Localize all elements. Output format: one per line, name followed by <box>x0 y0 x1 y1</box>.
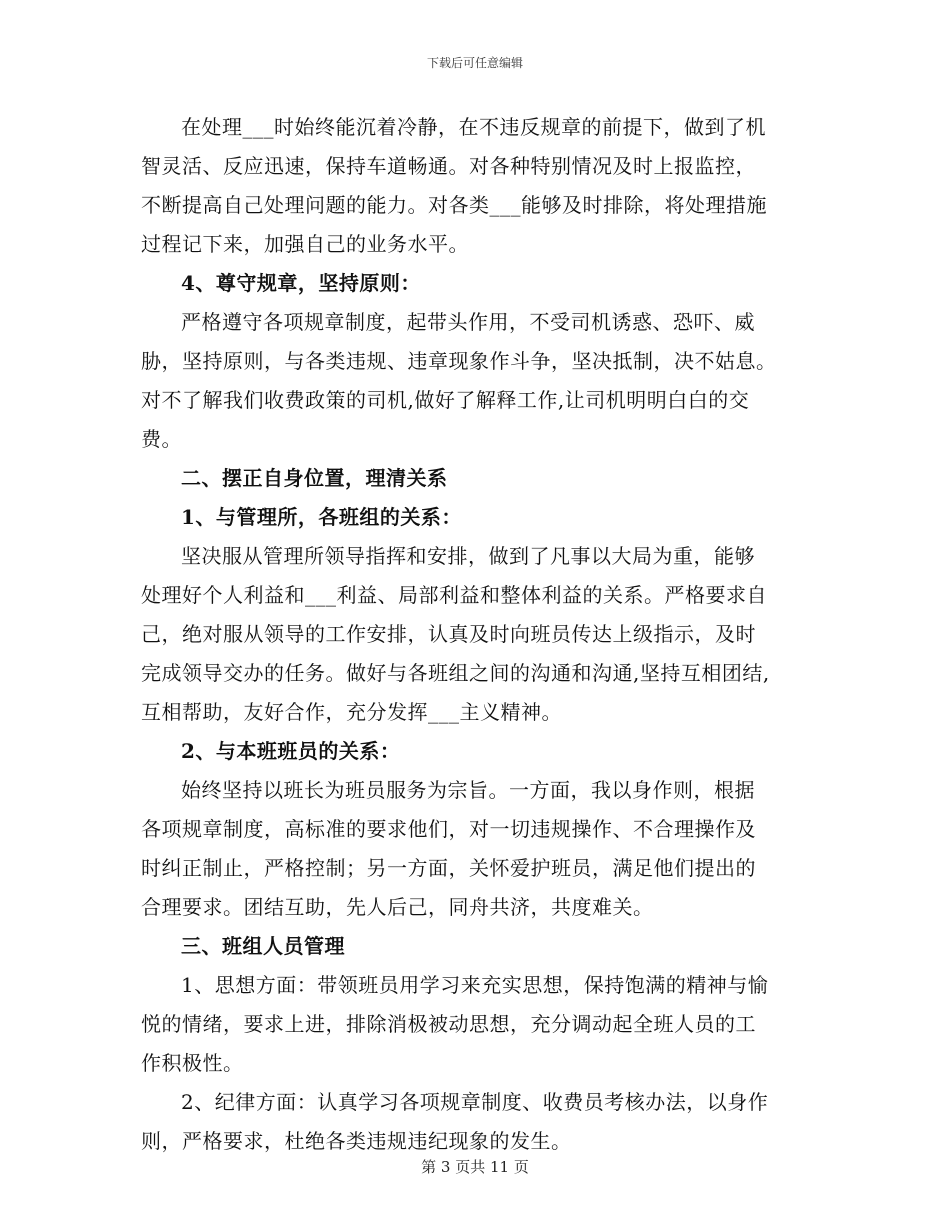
paragraph-line: 胁，坚持原则，与各类违规、违章现象作斗争，坚决抵制，决不姑息。 <box>141 349 777 373</box>
page-footer: 第 3 页共 11 页 <box>421 1158 529 1176</box>
paragraph-line: 1、思想方面：带领班员用学习来充实思想，保持饱满的精神与愉 <box>181 973 769 997</box>
section-heading: 1、与管理所，各班组的关系： <box>181 505 462 529</box>
paragraph-line: 坚决服从管理所领导指挥和安排，做到了凡事以大局为重，能够 <box>181 544 755 568</box>
paragraph-line: 始终坚持以班长为班员服务为宗旨。一方面，我以身作则，根据 <box>181 778 755 802</box>
paragraph-line: 智灵活、反应迅速，保持车道畅通。对各种特别情况及时上报监控， <box>141 154 756 178</box>
paragraph-line: 作积极性。 <box>141 1051 244 1075</box>
paragraph-line: 己，绝对服从领导的工作安排，认真及时向班员传达上级指示，及时 <box>141 622 756 646</box>
paragraph-line: 严格遵守各项规章制度，起带头作用，不受司机诱惑、恐吓、威 <box>181 310 755 334</box>
section-heading: 2、与本班班员的关系： <box>181 739 401 763</box>
paragraph-line: 合理要求。团结互助，先人后己，同舟共济，共度难关。 <box>141 895 654 919</box>
paragraph-line: 互相帮助，友好合作，充分发挥___主义精神。 <box>141 700 562 724</box>
section-heading: 4、尊守规章，坚持原则： <box>181 271 421 295</box>
document-body <box>141 108 821 1161</box>
paragraph-line: 则，严格要求，杜绝各类违规违纪现象的发生。 <box>141 1129 572 1153</box>
paragraph-line: 各项规章制度，高标准的要求他们，对一切违规操作、不合理操作及 <box>141 817 756 841</box>
paragraph-line: 在处理___时始终能沉着冷静，在不违反规章的前提下，做到了机 <box>181 115 766 139</box>
section-heading: 二、摆正自身位置，理清关系 <box>181 466 448 490</box>
section-heading: 三、班组人员管理 <box>181 934 345 958</box>
paragraph-line: 过程记下来，加强自己的业务水平。 <box>141 232 469 256</box>
paragraph-line: 悦的情绪，要求上进，排除消极被动思想，充分调动起全班人员的工 <box>141 1012 756 1036</box>
page-header: 下载后可任意编辑 <box>426 56 523 70</box>
paragraph-line: 完成领导交办的任务。做好与各班组之间的沟通和沟通,坚持互相团结, <box>141 661 770 685</box>
paragraph-line: 不断提高自己处理问题的能力。对各类___能够及时排除，将处理措施 <box>141 193 767 217</box>
paragraph-line: 2、纪律方面：认真学习各项规章制度、收费员考核办法，以身作 <box>181 1090 769 1114</box>
paragraph-line: 处理好个人利益和___利益、局部利益和整体利益的关系。严格要求自 <box>141 583 767 607</box>
paragraph-line: 时纠正制止，严格控制；另一方面，关怀爱护班员，满足他们提出的 <box>141 856 756 880</box>
paragraph-line: 对不了解我们收费政策的司机,做好了解释工作,让司机明明白白的交 <box>141 388 750 412</box>
paragraph-line: 费。 <box>141 427 182 451</box>
